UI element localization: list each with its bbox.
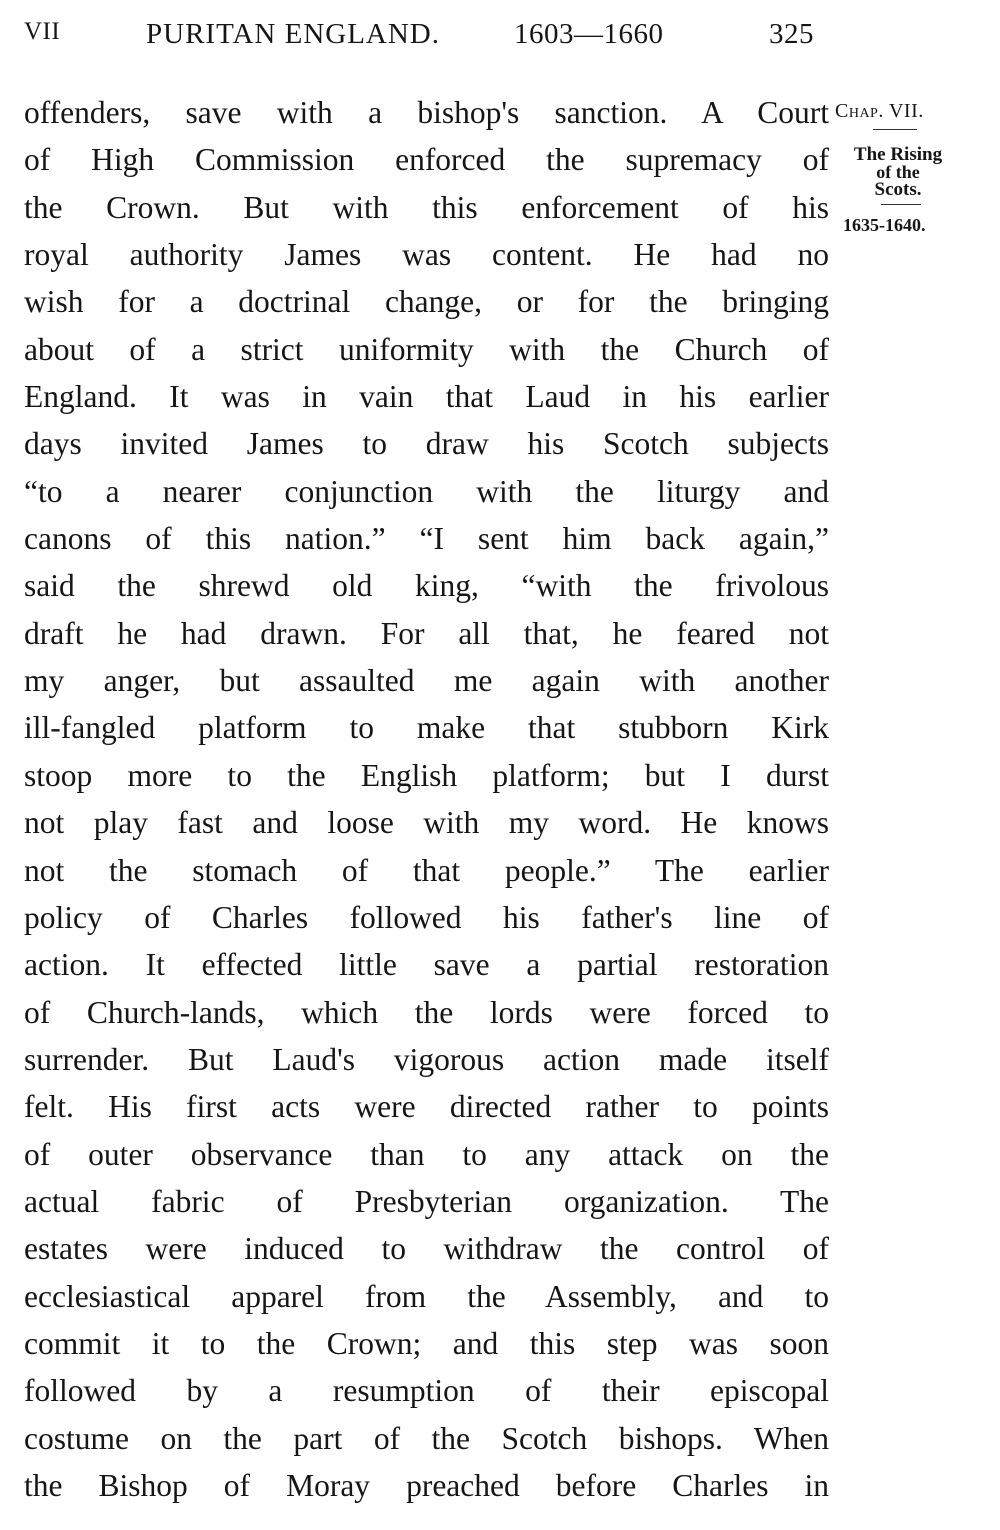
margin-subject-line: Scots.: [874, 179, 922, 200]
text-line: ecclesiastical apparel from the Assembly, and to: [24, 1278, 829, 1314]
text-line: policy of Charles followed his father's line of: [24, 899, 829, 935]
margin-notes: [833, 93, 973, 241]
margin-years: 1635-1640.: [843, 215, 926, 235]
text-line: surrender. But Laud's vigorous action made itself: [24, 1041, 829, 1077]
text-line: followed by a resumption of their episcopal: [24, 1373, 829, 1409]
text-line: my anger, but assaulted me again with another: [24, 663, 829, 699]
text-line: England. It was in vain that Laud in his earlier: [24, 379, 829, 415]
text-line: days invited James to draw his Scotch subjects: [24, 426, 829, 462]
margin-subject: [833, 144, 963, 200]
margin-subject-line: The Rising: [853, 144, 943, 165]
text-line: not the stomach of that people.” The earlier: [24, 852, 829, 888]
text-line: felt. His first acts were directed rather to points: [24, 1089, 829, 1125]
text-line: of Church-lands, which the lords were forced to: [24, 994, 829, 1030]
margin-subject-line: of the: [876, 162, 920, 182]
text-line: stoop more to the English platform; but I durst: [24, 757, 829, 793]
running-head-dates: 1603—1660: [514, 18, 664, 50]
body-text: [24, 89, 829, 1509]
text-line: the Bishop of Moray preached before Charles in: [24, 1467, 829, 1503]
text-line: actual fabric of Presbyterian organization. The: [24, 1183, 829, 1219]
text-line: canons of this nation.” “I sent him back again,”: [24, 521, 829, 557]
page-number: 325: [769, 18, 814, 50]
margin-rule: [873, 129, 917, 130]
text-line: said the shrewd old king, “with the frivolous: [24, 568, 829, 604]
text-line: of High Commission enforced the supremacy of: [24, 142, 829, 178]
margin-rule: [881, 204, 921, 205]
text-line: about of a strict uniformity with the Church of: [24, 331, 829, 367]
running-head-title: PURITAN ENGLAND.: [146, 18, 440, 50]
text-line: estates were induced to withdraw the control of: [24, 1231, 829, 1267]
text-line: ill-fangled platform to make that stubborn Kirk: [24, 710, 829, 746]
text-line: the Crown. But with this enforcement of his: [24, 189, 829, 225]
text-line: commit it to the Crown; and this step was soon: [24, 1325, 829, 1361]
running-head: [24, 18, 824, 58]
margin-chapter: Chap. VII.: [835, 100, 924, 122]
text-line: wish for a doctrinal change, or for the bringing: [24, 284, 829, 320]
text-line: not play fast and loose with my word. He knows: [24, 805, 829, 841]
text-line: draft he had drawn. For all that, he feared not: [24, 615, 829, 651]
text-line: costume on the part of the Scotch bishops. When: [24, 1420, 829, 1456]
running-head-chapter: VII: [24, 18, 61, 45]
text-line: royal authority James was content. He had no: [24, 237, 829, 273]
text-line: of outer observance than to any attack on the: [24, 1136, 829, 1172]
text-line: offenders, save with a bishop's sanction. A Court: [24, 95, 829, 130]
text-line: action. It effected little save a partial restoration: [24, 947, 829, 983]
text-line: “to a nearer conjunction with the liturgy and: [24, 473, 829, 509]
